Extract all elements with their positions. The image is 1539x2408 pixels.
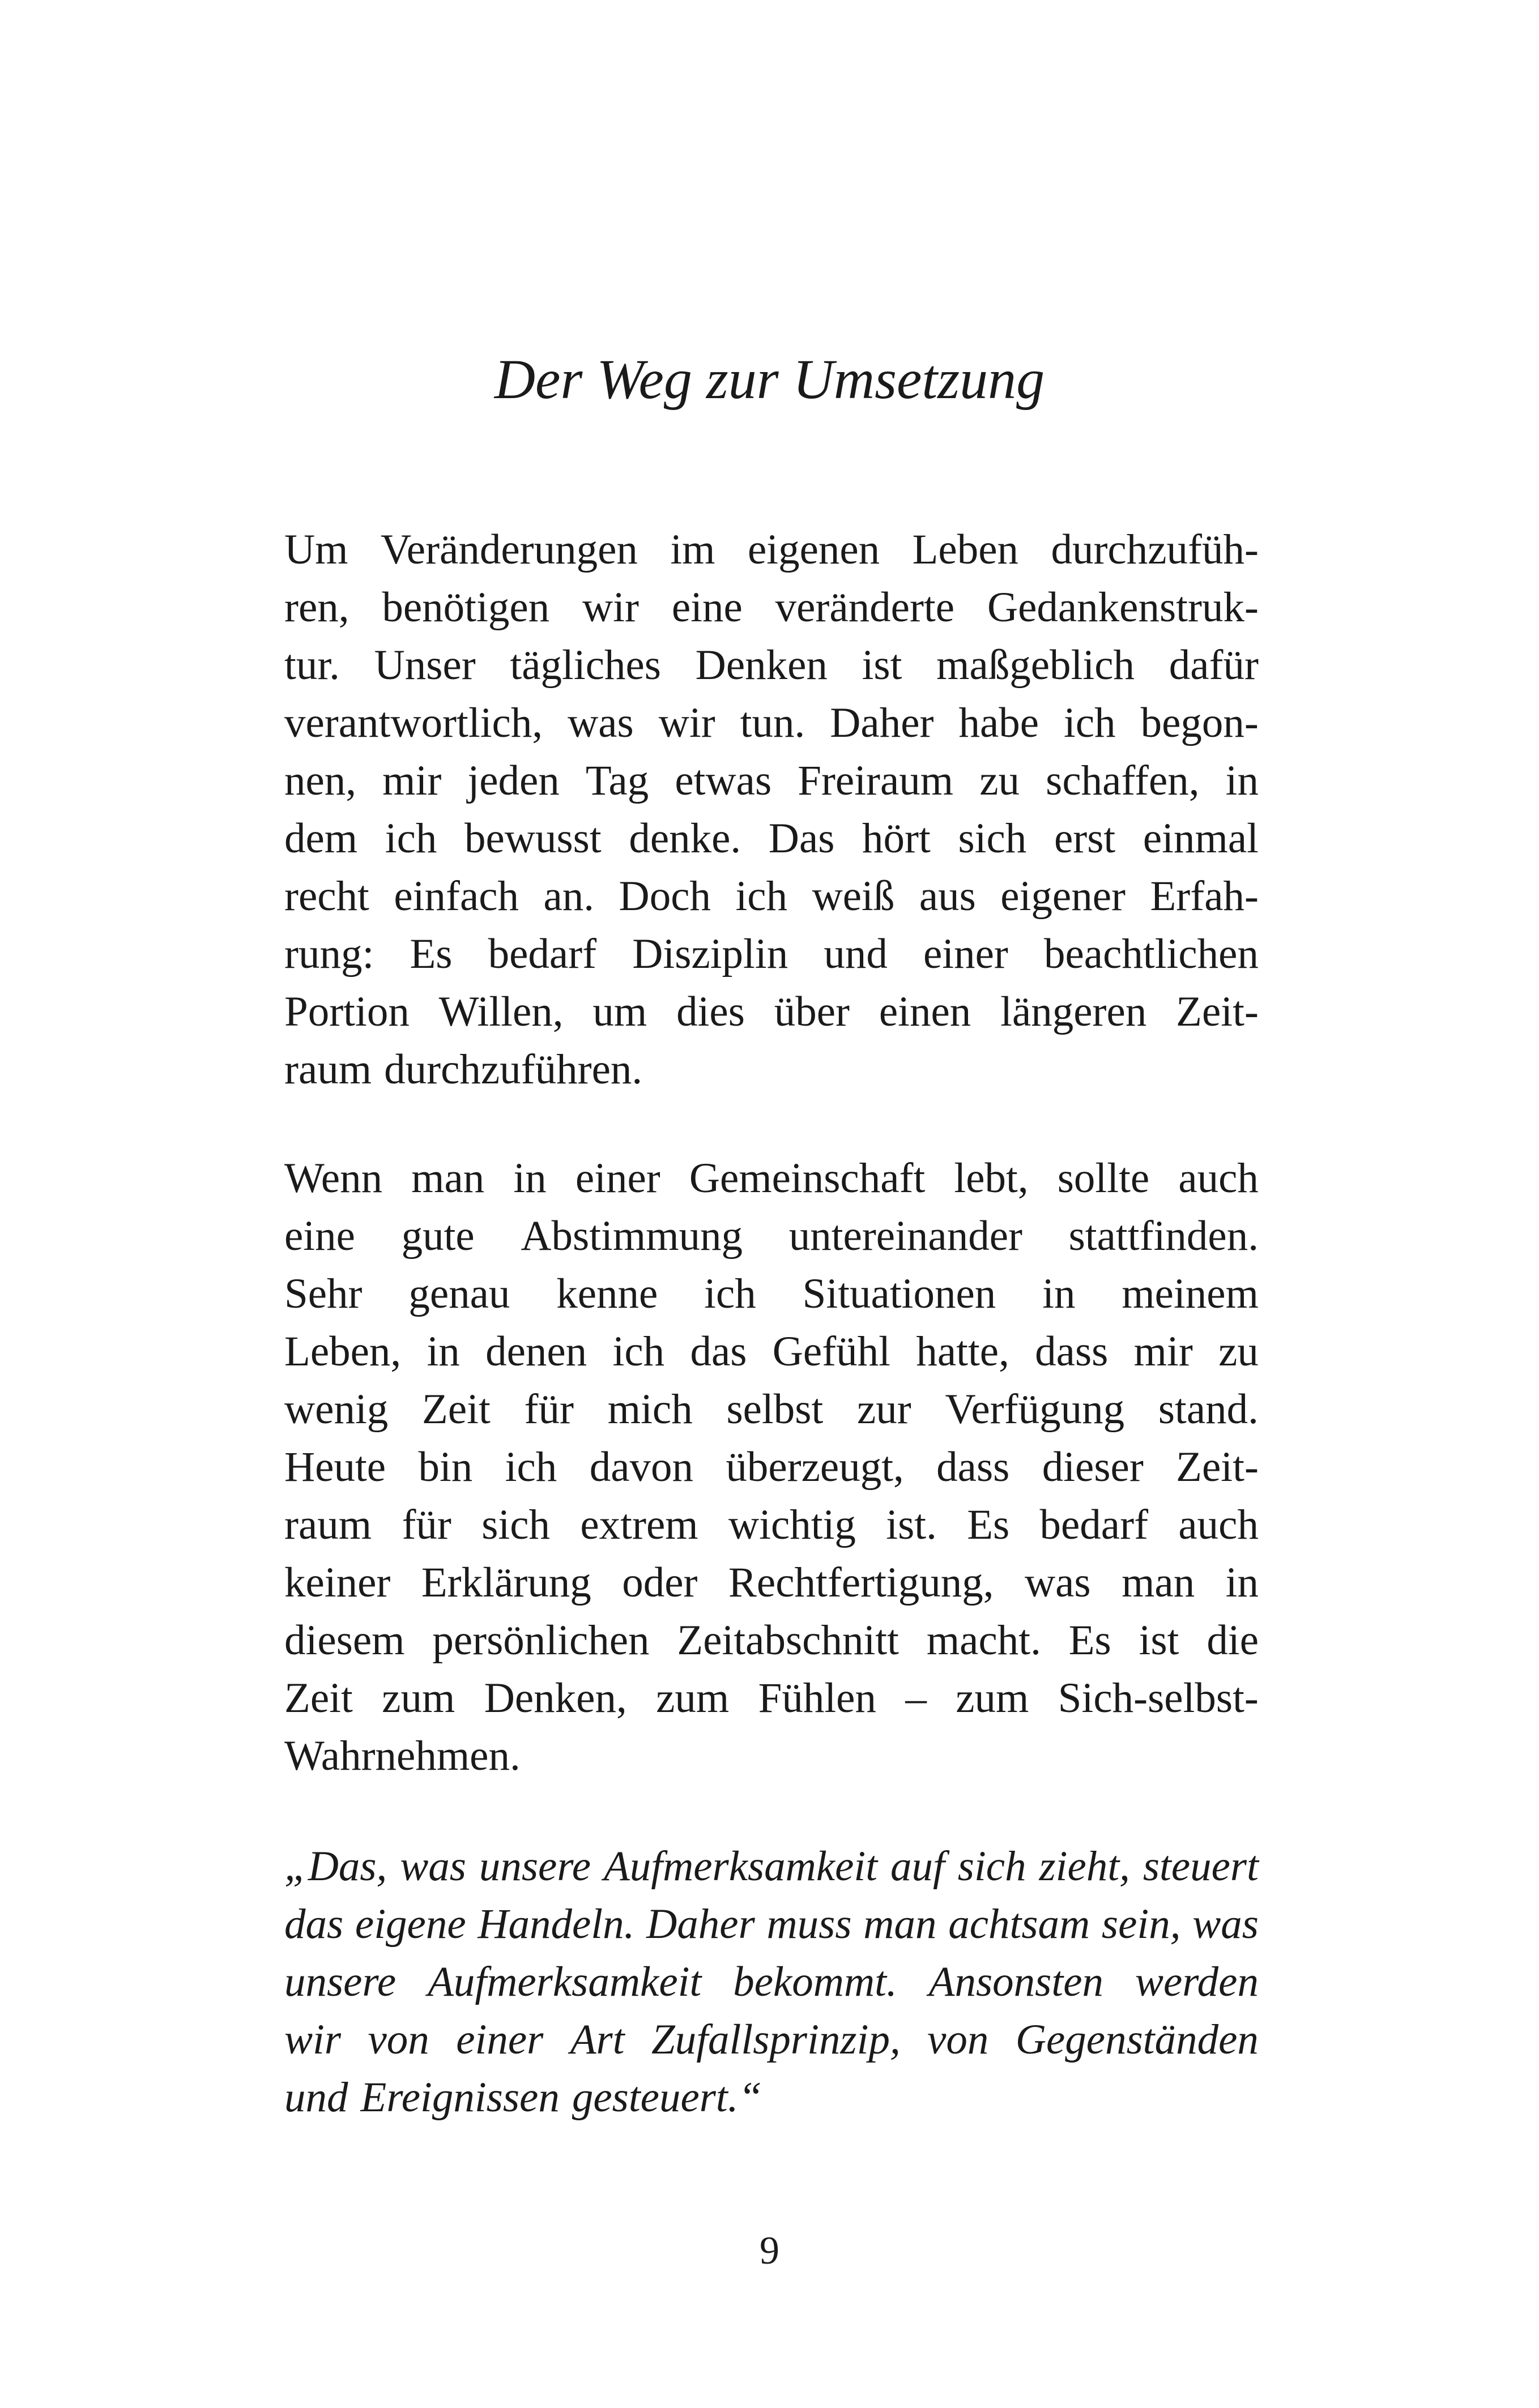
text-line: raum durchzuführen. [284, 1046, 643, 1093]
text-line: Zeit zum Denken, zum Fühlen – zum Sich-selbst- [284, 1675, 1259, 1722]
page-number: 9 [760, 2229, 779, 2273]
text-line: tur. Unser tägliches Denken ist maßgeblich dafür [284, 642, 1259, 689]
text-line: Portion Willen, um dies über einen längeren Zeit- [284, 988, 1259, 1035]
text-line: diesem persönlichen Zeitabschnitt macht. Es ist die [284, 1617, 1259, 1664]
text-line: raum für sich extrem wichtig ist. Es bedarf auch [284, 1501, 1259, 1548]
text-line: keiner Erklärung oder Rechtfertigung, was man in [284, 1559, 1259, 1606]
text-line: ren, benötigen wir eine veränderte Gedankenstruk- [284, 584, 1259, 631]
text-line: wir von einer Art Zufallsprinzip, von Gegenständen [284, 2016, 1259, 2063]
text-line: Um Veränderungen im eigenen Leben durchzufüh- [284, 526, 1259, 573]
text-line: rung: Es bedarf Disziplin und einer beachtlichen [284, 930, 1259, 977]
text-line: Leben, in denen ich das Gefühl hatte, dass mir zu [284, 1328, 1259, 1375]
text-line: Sehr genau kenne ich Situationen in meinem [284, 1270, 1259, 1317]
text-line: dem ich bewusst denke. Das hört sich erst einmal [284, 815, 1259, 862]
text-line: unsere Aufmerksamkeit bekommt. Ansonsten werden [284, 1958, 1259, 2005]
text-line: eine gute Abstimmung untereinander stattfinden. [284, 1212, 1259, 1259]
paragraph-1 [284, 521, 1259, 1099]
quote-block [284, 1838, 1259, 2127]
text-line: „Das, was unsere Aufmerksamkeit auf sich zieht, steuert [284, 1843, 1259, 1890]
text-line: Wenn man in einer Gemeinschaft lebt, sollte auch [284, 1155, 1259, 1202]
paragraph-2 [284, 1150, 1259, 1785]
text-line: nen, mir jeden Tag etwas Freiraum zu schaffen, in [284, 757, 1259, 804]
text-line: wenig Zeit für mich selbst zur Verfügung stand. [284, 1386, 1259, 1433]
text-line: verantwortlich, was wir tun. Daher habe ich begon- [284, 699, 1259, 746]
text-line: das eigene Handeln. Daher muss man achtsam sein, was [284, 1901, 1259, 1948]
text-line: und Ereignissen gesteuert.“ [284, 2074, 762, 2121]
text-line: Wahrnehmen. [284, 1732, 521, 1779]
text-line: recht einfach an. Doch ich weiß aus eigener Erfah- [284, 873, 1259, 920]
text-line: Heute bin ich davon überzeugt, dass dieser Zeit- [284, 1444, 1259, 1491]
chapter-title: Der Weg zur Umsetzung [494, 348, 1045, 411]
